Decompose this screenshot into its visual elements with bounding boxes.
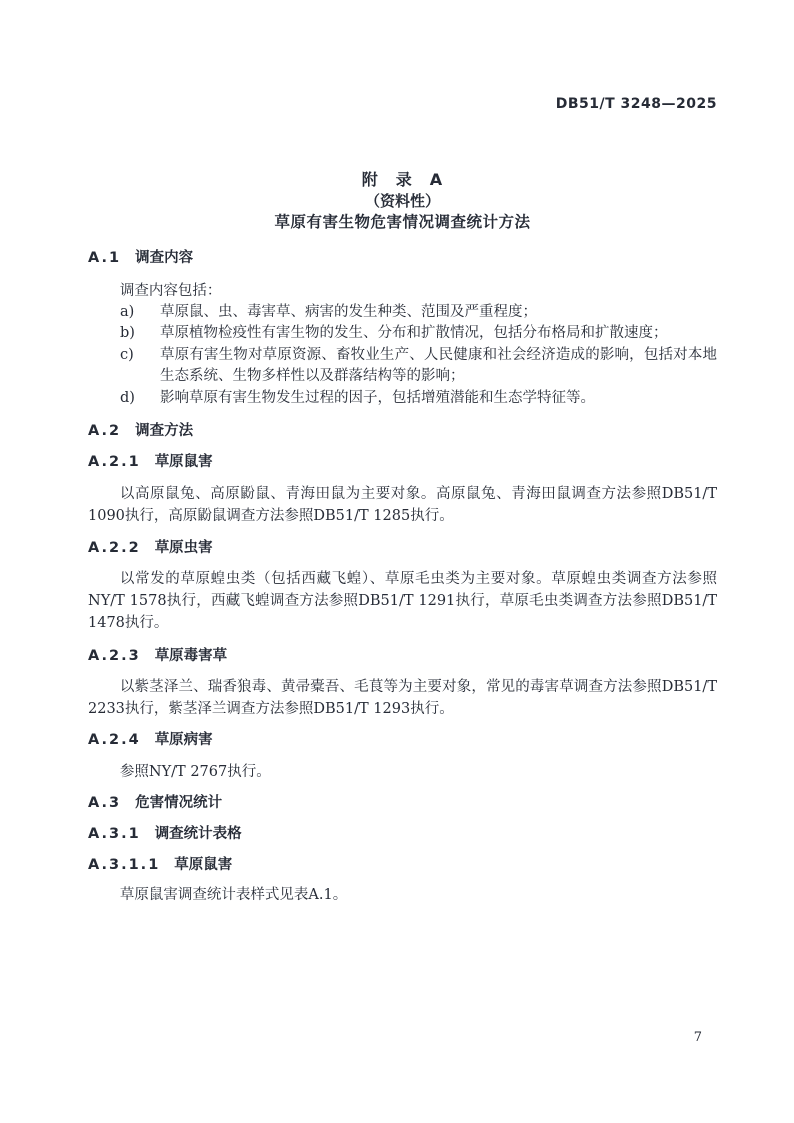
appendix-title-line3: 草原有害生物危害情况调查统计方法 [274, 213, 531, 231]
list-item-a [120, 302, 717, 324]
section-a31-number: A.3.1 [88, 825, 141, 842]
appendix-title [88, 169, 717, 234]
section-a22-number: A.2.2 [88, 540, 141, 556]
appendix-title-line2: （资料性） [364, 191, 440, 210]
section-a2-number: A.2 [88, 422, 122, 439]
section-a311-body: 草原鼠害调查统计表样式见表A.1。 [119, 886, 348, 903]
list-item-b-label: b) [120, 325, 135, 341]
list-item-a-text: 草原鼠、虫、毒害草、病害的发生种类、范围及严重程度； [160, 303, 537, 320]
section-a21-heading [88, 451, 717, 473]
survey-content-list [88, 302, 717, 410]
section-a21-number: A.2.1 [88, 453, 141, 470]
section-a311-title: 草原鼠害 [174, 856, 233, 873]
section-a1-title: 调查内容 [135, 249, 194, 266]
section-a22-title: 草原虫害 [154, 540, 213, 556]
section-a22-heading [88, 537, 717, 559]
page-number: 7 [693, 1030, 702, 1045]
section-a23-heading [88, 645, 717, 667]
section-a22-body: 以常发的草原蝗虫类（包括西藏飞蝗）、草原毛虫类为主要对象。草原蝗虫类调查方法参照NY/T 1578执行，西藏飞蝗调查方法参照DB51/T 1291执行，草原毛虫类调查方法参照DB51/T 1478执行。 [88, 571, 717, 631]
section-a1-intro: 调查内容包括： [119, 282, 222, 299]
section-a31-heading [88, 823, 717, 845]
list-item-d-text: 影响草原有害生物发生过程的因子，包括增殖潜能和生态学特征等。 [160, 389, 595, 406]
section-a3-number: A.3 [88, 794, 122, 811]
list-item-b [120, 323, 717, 345]
section-a3-title: 危害情况统计 [135, 794, 223, 811]
list-item-c [120, 345, 717, 388]
list-item-c-text: 草原有害生物对草原资源、畜牧业生产、人民健康和社会经济造成的影响，包括对本地生态系统、生物多样性以及群落结构等的影响； [160, 346, 717, 384]
section-a23-number: A.2.3 [88, 647, 141, 664]
doc-code: DB51/T 3248—2025 [555, 96, 717, 112]
section-a23-body: 以紫茎泽兰、瑞香狼毒、黄帚橐吾、毛茛等为主要对象，常见的毒害草调查方法参照DB51/T 2233执行，紫茎泽兰调查方法参照DB51/T 1293执行。 [88, 678, 717, 717]
section-a24-number: A.2.4 [88, 731, 141, 748]
section-a24-title: 草原病害 [154, 731, 213, 748]
section-a311-heading [88, 854, 717, 876]
list-item-b-text: 草原植物检疫性有害生物的发生、分布和扩散情况，包括分布格局和扩散速度； [160, 325, 668, 341]
section-a24-heading [88, 729, 717, 751]
section-a1-heading [88, 247, 717, 269]
appendix-title-line1: 附 录 A [361, 170, 444, 189]
section-a2-title: 调查方法 [135, 422, 194, 439]
section-a21-body: 以高原鼠兔、高原鼢鼠、青海田鼠为主要对象。高原鼠兔、青海田鼠调查方法参照DB51/T 1090执行，高原鼢鼠调查方法参照DB51/T 1285执行。 [88, 485, 717, 524]
section-a21-title: 草原鼠害 [154, 453, 213, 470]
section-a31-title: 调查统计表格 [154, 825, 242, 842]
list-item-a-label: a) [120, 303, 135, 320]
list-item-d-label: d) [120, 389, 135, 406]
section-a24-body: 参照NY/T 2767执行。 [119, 763, 271, 780]
section-a23-title: 草原毒害草 [154, 647, 228, 664]
list-item-d [120, 388, 717, 410]
section-a2-heading [88, 420, 717, 442]
section-a1-number: A.1 [88, 249, 122, 266]
section-a311-number: A.3.1.1 [88, 856, 161, 873]
section-a3-heading [88, 792, 717, 814]
page-footer [0, 1030, 702, 1046]
list-item-c-label: c) [120, 346, 134, 363]
